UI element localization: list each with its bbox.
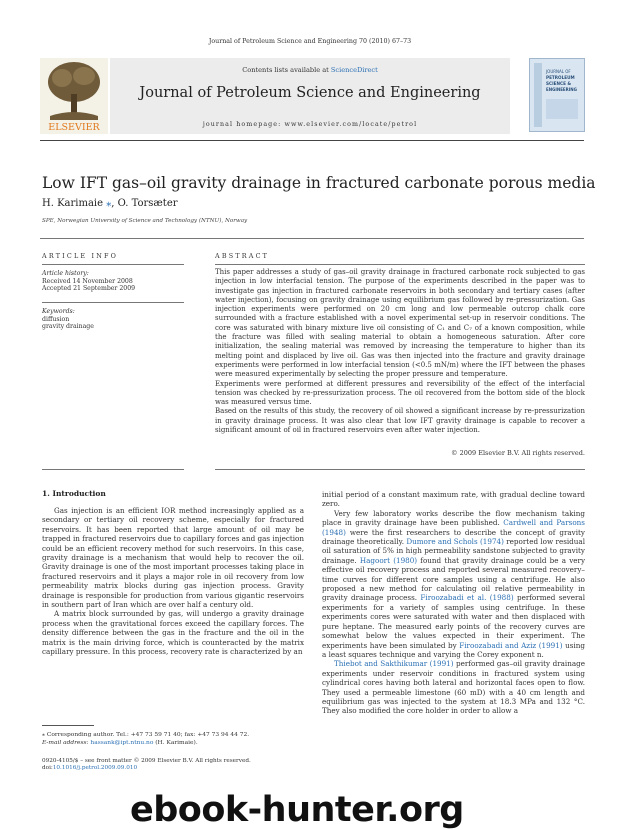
footnote-mark: ⁎ bbox=[42, 732, 45, 738]
footnote-text: Corresponding author. Tel.: +47 73 59 71 40; fax: +47 73 94 44 72. bbox=[44, 732, 250, 738]
keywords bbox=[42, 308, 184, 331]
author-name: O. Torsæter bbox=[117, 198, 178, 209]
history-label: Article history: bbox=[42, 270, 89, 277]
divider bbox=[215, 469, 585, 470]
keyword: gravity drainage bbox=[42, 323, 94, 331]
section-heading: 1. Introduction bbox=[42, 489, 106, 498]
email-label: E-mail address: bbox=[42, 739, 91, 746]
cover-title-line2: PETROLEUM bbox=[546, 75, 575, 80]
body-paragraph: Gas injection is an efficient IOR method increasingly applied as a secondary or tertiary oil recovery scheme, especially for fractured reservoirs. It has been reported that large amount of oil may be trapped in fractured reservoirs due to capillary forces and gas injection could be an efficient recovery method for such reservoirs. In this case, gravity drainage is a mechanism that would help to recover the oil. Gravity drainage is one of the most important processes taking place in fractured reservoirs and it plays a major role in oil recovery from low permeability matrix blocks during gas injection process. Gravity drainage is responsible for production from various gigantic reservoirs in southern part of Iran which are over half a century old. bbox=[42, 506, 304, 610]
running-head: Journal of Petroleum Science and Engineering 70 (2010) 67–73 bbox=[208, 38, 412, 45]
text-run: found that gravity drainage could be a very effective oil recovery process and reported several measured recovery–time curves for different core samples using a centrifuge. He also proposed a new method for calculating oil relative permeability in gravity drainage process. bbox=[322, 555, 586, 603]
body-column-left bbox=[42, 506, 304, 657]
cover-title-line4: ENGINEERING bbox=[546, 87, 577, 92]
body-paragraph bbox=[322, 509, 585, 660]
email-link[interactable]: hassank@ipt.ntnu.no bbox=[90, 739, 154, 746]
divider bbox=[42, 302, 184, 303]
journal-cover-image bbox=[530, 59, 584, 131]
homepage-link[interactable]: www.elsevier.com/locate/petrol bbox=[284, 121, 418, 128]
affiliation: SPE, Norwegian University of Science and Technology (NTNU), Norway bbox=[42, 218, 248, 224]
cover-title-line1: JOURNAL OF bbox=[546, 69, 571, 74]
doi-label: doi: bbox=[42, 765, 53, 772]
accepted-date: Accepted 21 September 2009 bbox=[42, 285, 136, 293]
author-separator: , bbox=[111, 198, 118, 209]
body-paragraph bbox=[322, 659, 585, 715]
reference-link[interactable]: Dumore and Schols (1974) bbox=[406, 537, 504, 547]
keywords-label: Keywords: bbox=[42, 308, 75, 315]
divider bbox=[42, 469, 184, 470]
elsevier-logo[interactable] bbox=[40, 58, 108, 134]
divider bbox=[40, 238, 584, 239]
text-run: Very few laboratory works describe the flow mechanism taking place in gravity drainage have been published. bbox=[322, 508, 585, 528]
abstract-copyright: © 2009 Elsevier B.V. All rights reserved. bbox=[451, 449, 585, 457]
reference-link[interactable]: Firoozabadi et al. (1988) bbox=[420, 593, 514, 603]
cover-title-line3: SCIENCE & bbox=[546, 81, 572, 86]
email-suffix: (H. Karimaie). bbox=[153, 739, 198, 746]
text-run: performed several experiments for a variety of samples using centrifuge. In these experiments cores were saturated with water and then displaced with pure heptane. The measured early points of the recovery curves are somewhat below the values expected in their experiment. The experiments have been simulated by bbox=[322, 593, 585, 650]
homepage-prefix: journal homepage: bbox=[202, 121, 285, 128]
reference-link[interactable]: Cardwell and Parsons (1948) bbox=[322, 518, 585, 537]
abstract-paragraph: This paper addresses a study of gas–oil gravity drainage in fractured carbonate rock subjected to gas injection in low interfacial tension. The purpose of the experiments described in the paper was to investigate gas injection in fractured carbonate reservoirs in both secondary and tertiary cases (after water injection), focusing on gravity drainage using equilibrium gas followed by re-pressurization. Gas injection experiments were performed on 20 cm long and low permeable outcrop chalk core surrounded with a fracture established with a novel experimental set-up in reservoir conditions. The core was saturated with binary mixture live oil consisting of C₁ and C₇ of a known composition, while the fracture was filled with sealing material to obtain a homogeneous saturation. After core initialization, the sealing material was removed by increasing the temperature to higher than its melting point and displaced by live oil. Gas was then injected into the fracture and gravity drainage experiments were performed in low interfacial tension (<0.5 mN/m) where the IFT between the phases were measured experimentally by selecting the proper pressure and temperature. bbox=[215, 268, 585, 379]
issn-doi-block bbox=[42, 758, 304, 773]
reference-link[interactable]: Hagoort (1980) bbox=[359, 555, 418, 565]
corresponding-author-mark[interactable]: ⁎ bbox=[106, 198, 112, 209]
text-run: reported low residual oil saturation of 5% in high permeability sandstone subjected to gravity drainage. bbox=[322, 537, 585, 565]
text-run: using a least squares technique and varying the Corey exponent n. bbox=[322, 640, 585, 659]
author-list bbox=[42, 198, 178, 209]
reference-link[interactable]: Firoozabadi and Aziz (1991) bbox=[459, 640, 563, 650]
body-paragraph: initial period of a constant maximum rate, with gradual decline toward zero. bbox=[322, 490, 585, 509]
header-rule bbox=[40, 140, 584, 141]
contents-line bbox=[110, 66, 510, 74]
body-column-right bbox=[322, 490, 585, 716]
journal-homepage bbox=[110, 121, 510, 128]
text-run: performed gas–oil gravity drainage experiments under reservoir conditions in fractured system using cylindrical cores having both lateral and horizontal faces open to flow. They used a permeable limestone (60 mD) with a 40 cm length and equilibrium gas was injected to the system at 18.3 MPa and 132 °C. They also modified the core holder in order to allow a bbox=[322, 659, 585, 716]
corresponding-author-footnote bbox=[42, 732, 304, 747]
footnote-rule bbox=[42, 725, 94, 726]
journal-cover-thumbnail[interactable] bbox=[529, 58, 585, 132]
contents-prefix: Contents lists available at bbox=[242, 66, 331, 74]
sciencedirect-link[interactable]: ScienceDirect bbox=[330, 66, 378, 74]
author-name: H. Karimaie bbox=[42, 198, 104, 209]
body-paragraph: A matrix block surrounded by gas, will undergo a gravity drainage process when the gravitational forces exceed the capillary forces. The density difference between the gas in the fracture and the oil in the matrix is the main driving force, which is counteracted by the matrix capillary pressure. In this process, recovery rate is characterized by an bbox=[42, 609, 304, 657]
issn-line: 0920-4105/$ – see front matter © 2009 Elsevier B.V. All rights reserved. bbox=[42, 758, 251, 764]
publisher-logo-text: ELSEVIER bbox=[48, 122, 100, 133]
text-run: were the first researchers to describe the concept of gravity drainage theoretically. bbox=[322, 527, 585, 547]
abstract-paragraph: Experiments were performed at different pressures and reversibility of the effect of the interfacial tension was checked by re-pressurization process. The oil recovered from the bottom side of the block was measured versus time. bbox=[215, 379, 585, 407]
received-date: Received 14 November 2008 bbox=[42, 277, 133, 285]
abstract-paragraph: Based on the results of this study, the recovery of oil showed a significant increase by re-pressurization in gravity drainage process. It was also clear that low IFT gravity drainage is capable to recover a significant amount of oil in fractured reservoirs even after water injection. bbox=[215, 407, 585, 435]
article-info-heading: ARTICLE INFO bbox=[42, 252, 119, 260]
abstract-heading: ABSTRACT bbox=[215, 252, 270, 260]
reference-link[interactable]: Thiebot and Sakthikumar (1991) bbox=[334, 659, 454, 669]
article-history bbox=[42, 270, 184, 293]
doi-link[interactable]: 10.1016/j.petrol.2009.09.010 bbox=[52, 765, 138, 772]
journal-title: Journal of Petroleum Science and Engineering bbox=[139, 85, 481, 101]
elsevier-tree-icon bbox=[40, 58, 108, 134]
abstract-body bbox=[215, 268, 585, 435]
divider bbox=[42, 264, 184, 265]
article-title: Low IFT gas–oil gravity drainage in fractured carbonate porous media bbox=[42, 174, 596, 192]
divider bbox=[215, 264, 585, 265]
keyword: diffusion bbox=[42, 315, 70, 323]
watermark: ebook-hunter.org bbox=[130, 790, 464, 830]
